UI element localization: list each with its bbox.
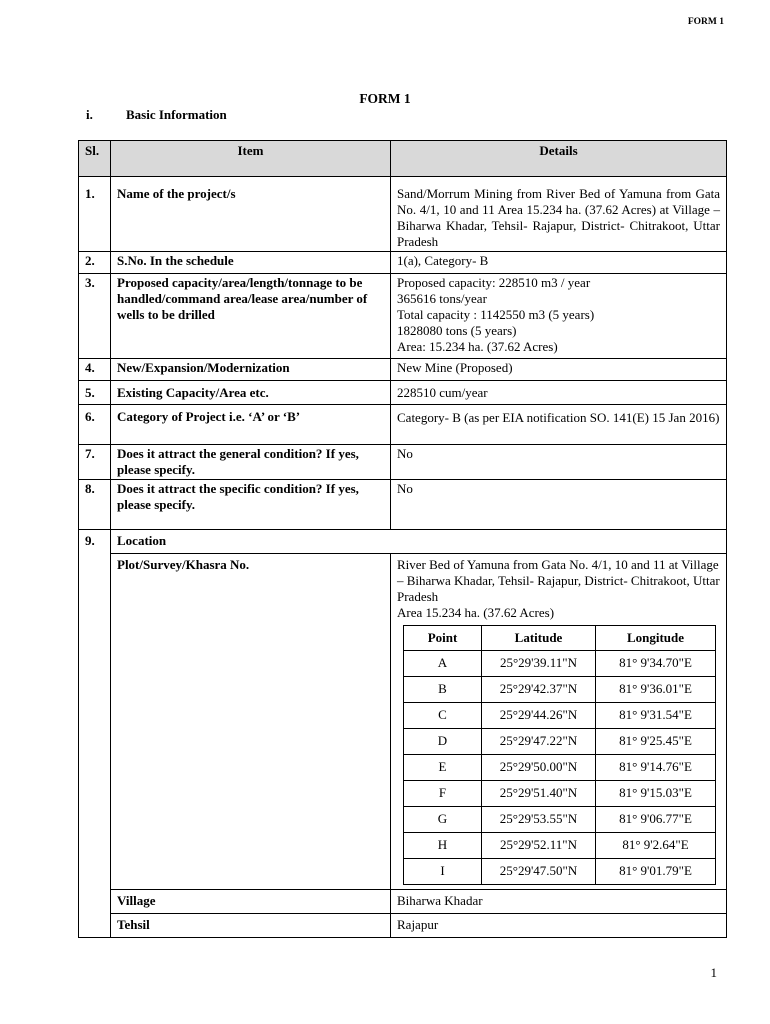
row-details: New Mine (Proposed) xyxy=(391,358,727,380)
coords-lon: 81° 9'14.76"E xyxy=(596,754,716,780)
detail-line: 365616 tons/year xyxy=(397,290,487,306)
coords-lat: 25°29'50.00"N xyxy=(482,754,596,780)
row-sl: 5. xyxy=(79,380,111,404)
row-sl: 6. xyxy=(79,404,111,444)
row-item: Does it attract the general condition? If yes, please specify. xyxy=(111,444,391,479)
plot-details: River Bed of Yamuna from Gata No. 4/1, 10 and 11 at Village – Biharwa Khadar, Tehsil- Rajapur, District- Chitrakoot, Uttar Pradesh xyxy=(397,556,720,604)
coords-lon: 81° 9'01.79"E xyxy=(596,858,716,884)
row-sl: 3. xyxy=(79,273,111,358)
row-details: No xyxy=(391,479,727,529)
row-sl: 4. xyxy=(79,358,111,380)
page-header-label: FORM 1 xyxy=(687,17,724,27)
coords-point: B xyxy=(404,676,482,702)
coords-point: E xyxy=(404,754,482,780)
coords-point: I xyxy=(404,858,482,884)
tehsil-row xyxy=(79,913,727,937)
coords-row xyxy=(404,676,716,702)
detail-line: Area: 15.234 ha. (37.62 Acres) xyxy=(397,338,558,354)
coords-lon: 81° 9'25.45"E xyxy=(596,728,716,754)
section-heading xyxy=(86,107,227,123)
coords-row xyxy=(404,780,716,806)
coords-point: C xyxy=(404,702,482,728)
coords-point: G xyxy=(404,806,482,832)
row-item: Existing Capacity/Area etc. xyxy=(111,380,391,404)
row-item: Does it attract the specific condition? If yes, please specify. xyxy=(111,479,391,529)
coords-point: D xyxy=(404,728,482,754)
plot-label: Plot/Survey/Khasra No. xyxy=(111,553,391,889)
header-details: Details xyxy=(391,141,727,177)
section-title: Basic Information xyxy=(126,107,227,122)
coords-lon: 81° 9'36.01"E xyxy=(596,676,716,702)
table-row xyxy=(79,251,727,273)
table-row xyxy=(79,358,727,380)
header-sl: Sl. xyxy=(79,141,111,177)
coords-lat: 25°29'47.50"N xyxy=(482,858,596,884)
row-item: Name of the project/s xyxy=(111,185,391,252)
table-row xyxy=(79,404,727,444)
row-item: S.No. In the schedule xyxy=(111,251,391,273)
coords-point: H xyxy=(404,832,482,858)
location-sl: 9. xyxy=(79,529,111,553)
coords-lat: 25°29'42.37"N xyxy=(482,676,596,702)
coords-header-longitude: Longitude xyxy=(596,625,716,650)
coords-lat: 25°29'53.55"N xyxy=(482,806,596,832)
coords-point: A xyxy=(404,650,482,676)
coords-lat: 25°29'47.22"N xyxy=(482,728,596,754)
coords-point: F xyxy=(404,780,482,806)
plot-details-cell xyxy=(391,553,727,889)
table-row xyxy=(79,479,727,529)
section-number: i. xyxy=(86,107,93,122)
row-item: New/Expansion/Modernization xyxy=(111,358,391,380)
blank-cell xyxy=(79,889,111,913)
village-row xyxy=(79,889,727,913)
tehsil-label: Tehsil xyxy=(111,913,391,937)
row-sl: 2. xyxy=(79,251,111,273)
coords-lat: 25°29'39.11"N xyxy=(482,650,596,676)
blank-cell xyxy=(79,553,111,889)
page-number: 1 xyxy=(710,965,717,980)
basic-information-table xyxy=(78,140,727,938)
location-label: Location xyxy=(111,529,727,553)
coords-lon: 81° 9'15.03"E xyxy=(596,780,716,806)
coords-lat: 25°29'44.26"N xyxy=(482,702,596,728)
coords-header-latitude: Latitude xyxy=(482,625,596,650)
table-row xyxy=(79,444,727,479)
coords-row xyxy=(404,832,716,858)
row-details: 1(a), Category- B xyxy=(391,251,727,273)
detail-line: Total capacity : 1142550 m3 (5 years) xyxy=(397,306,595,322)
coords-row xyxy=(404,754,716,780)
blank-cell xyxy=(79,913,111,937)
row-item: Category of Project i.e. ‘A’ or ‘B’ xyxy=(111,404,391,444)
detail-line: Proposed capacity: 228510 m3 / year xyxy=(397,274,591,290)
coords-row xyxy=(404,702,716,728)
village-label: Village xyxy=(111,889,391,913)
row-details xyxy=(391,273,727,358)
plot-area: Area 15.234 ha. (37.62 Acres) xyxy=(397,604,555,620)
table-header-row xyxy=(79,141,727,177)
table-row xyxy=(79,185,727,252)
coords-lon: 81° 9'31.54"E xyxy=(596,702,716,728)
coords-lon: 81° 9'34.70"E xyxy=(596,650,716,676)
coords-lon: 81° 9'06.77"E xyxy=(596,806,716,832)
coords-lon: 81° 9'2.64"E xyxy=(596,832,716,858)
coords-header-point: Point xyxy=(404,625,482,650)
coords-header-row xyxy=(404,625,716,650)
row-sl: 8. xyxy=(79,479,111,529)
coords-lat: 25°29'52.11"N xyxy=(482,832,596,858)
row-sl: 1. xyxy=(79,185,111,252)
tehsil-value: Rajapur xyxy=(391,913,727,937)
spacer-row xyxy=(79,177,727,185)
coords-row xyxy=(404,728,716,754)
row-details: Sand/Morrum Mining from River Bed of Yamuna from Gata No. 4/1, 10 and 11 Area 15.234 ha. (37.62 Acres) at Village – Biharwa Khadar, Tehsil- Rajapur, District- Chitrakoot, Uttar Pradesh xyxy=(391,185,727,252)
header-item: Item xyxy=(111,141,391,177)
row-sl: 7. xyxy=(79,444,111,479)
table-row xyxy=(79,380,727,404)
coordinates-table xyxy=(403,625,716,885)
row-item: Proposed capacity/area/length/tonnage to be handled/command area/lease area/number of wells to be drilled xyxy=(111,273,391,358)
location-row xyxy=(79,529,727,553)
village-value: Biharwa Khadar xyxy=(391,889,727,913)
coords-lat: 25°29'51.40"N xyxy=(482,780,596,806)
table-row xyxy=(79,273,727,358)
row-details: Category- B (as per EIA notification SO. 141(E) 15 Jan 2016) xyxy=(391,404,727,444)
coords-row xyxy=(404,650,716,676)
form-title: FORM 1 xyxy=(359,91,411,106)
detail-line: 1828080 tons (5 years) xyxy=(397,322,517,338)
row-details: No xyxy=(391,444,727,479)
coords-row xyxy=(404,858,716,884)
row-details: 228510 cum/year xyxy=(391,380,727,404)
plot-row xyxy=(79,553,727,889)
coords-row xyxy=(404,806,716,832)
